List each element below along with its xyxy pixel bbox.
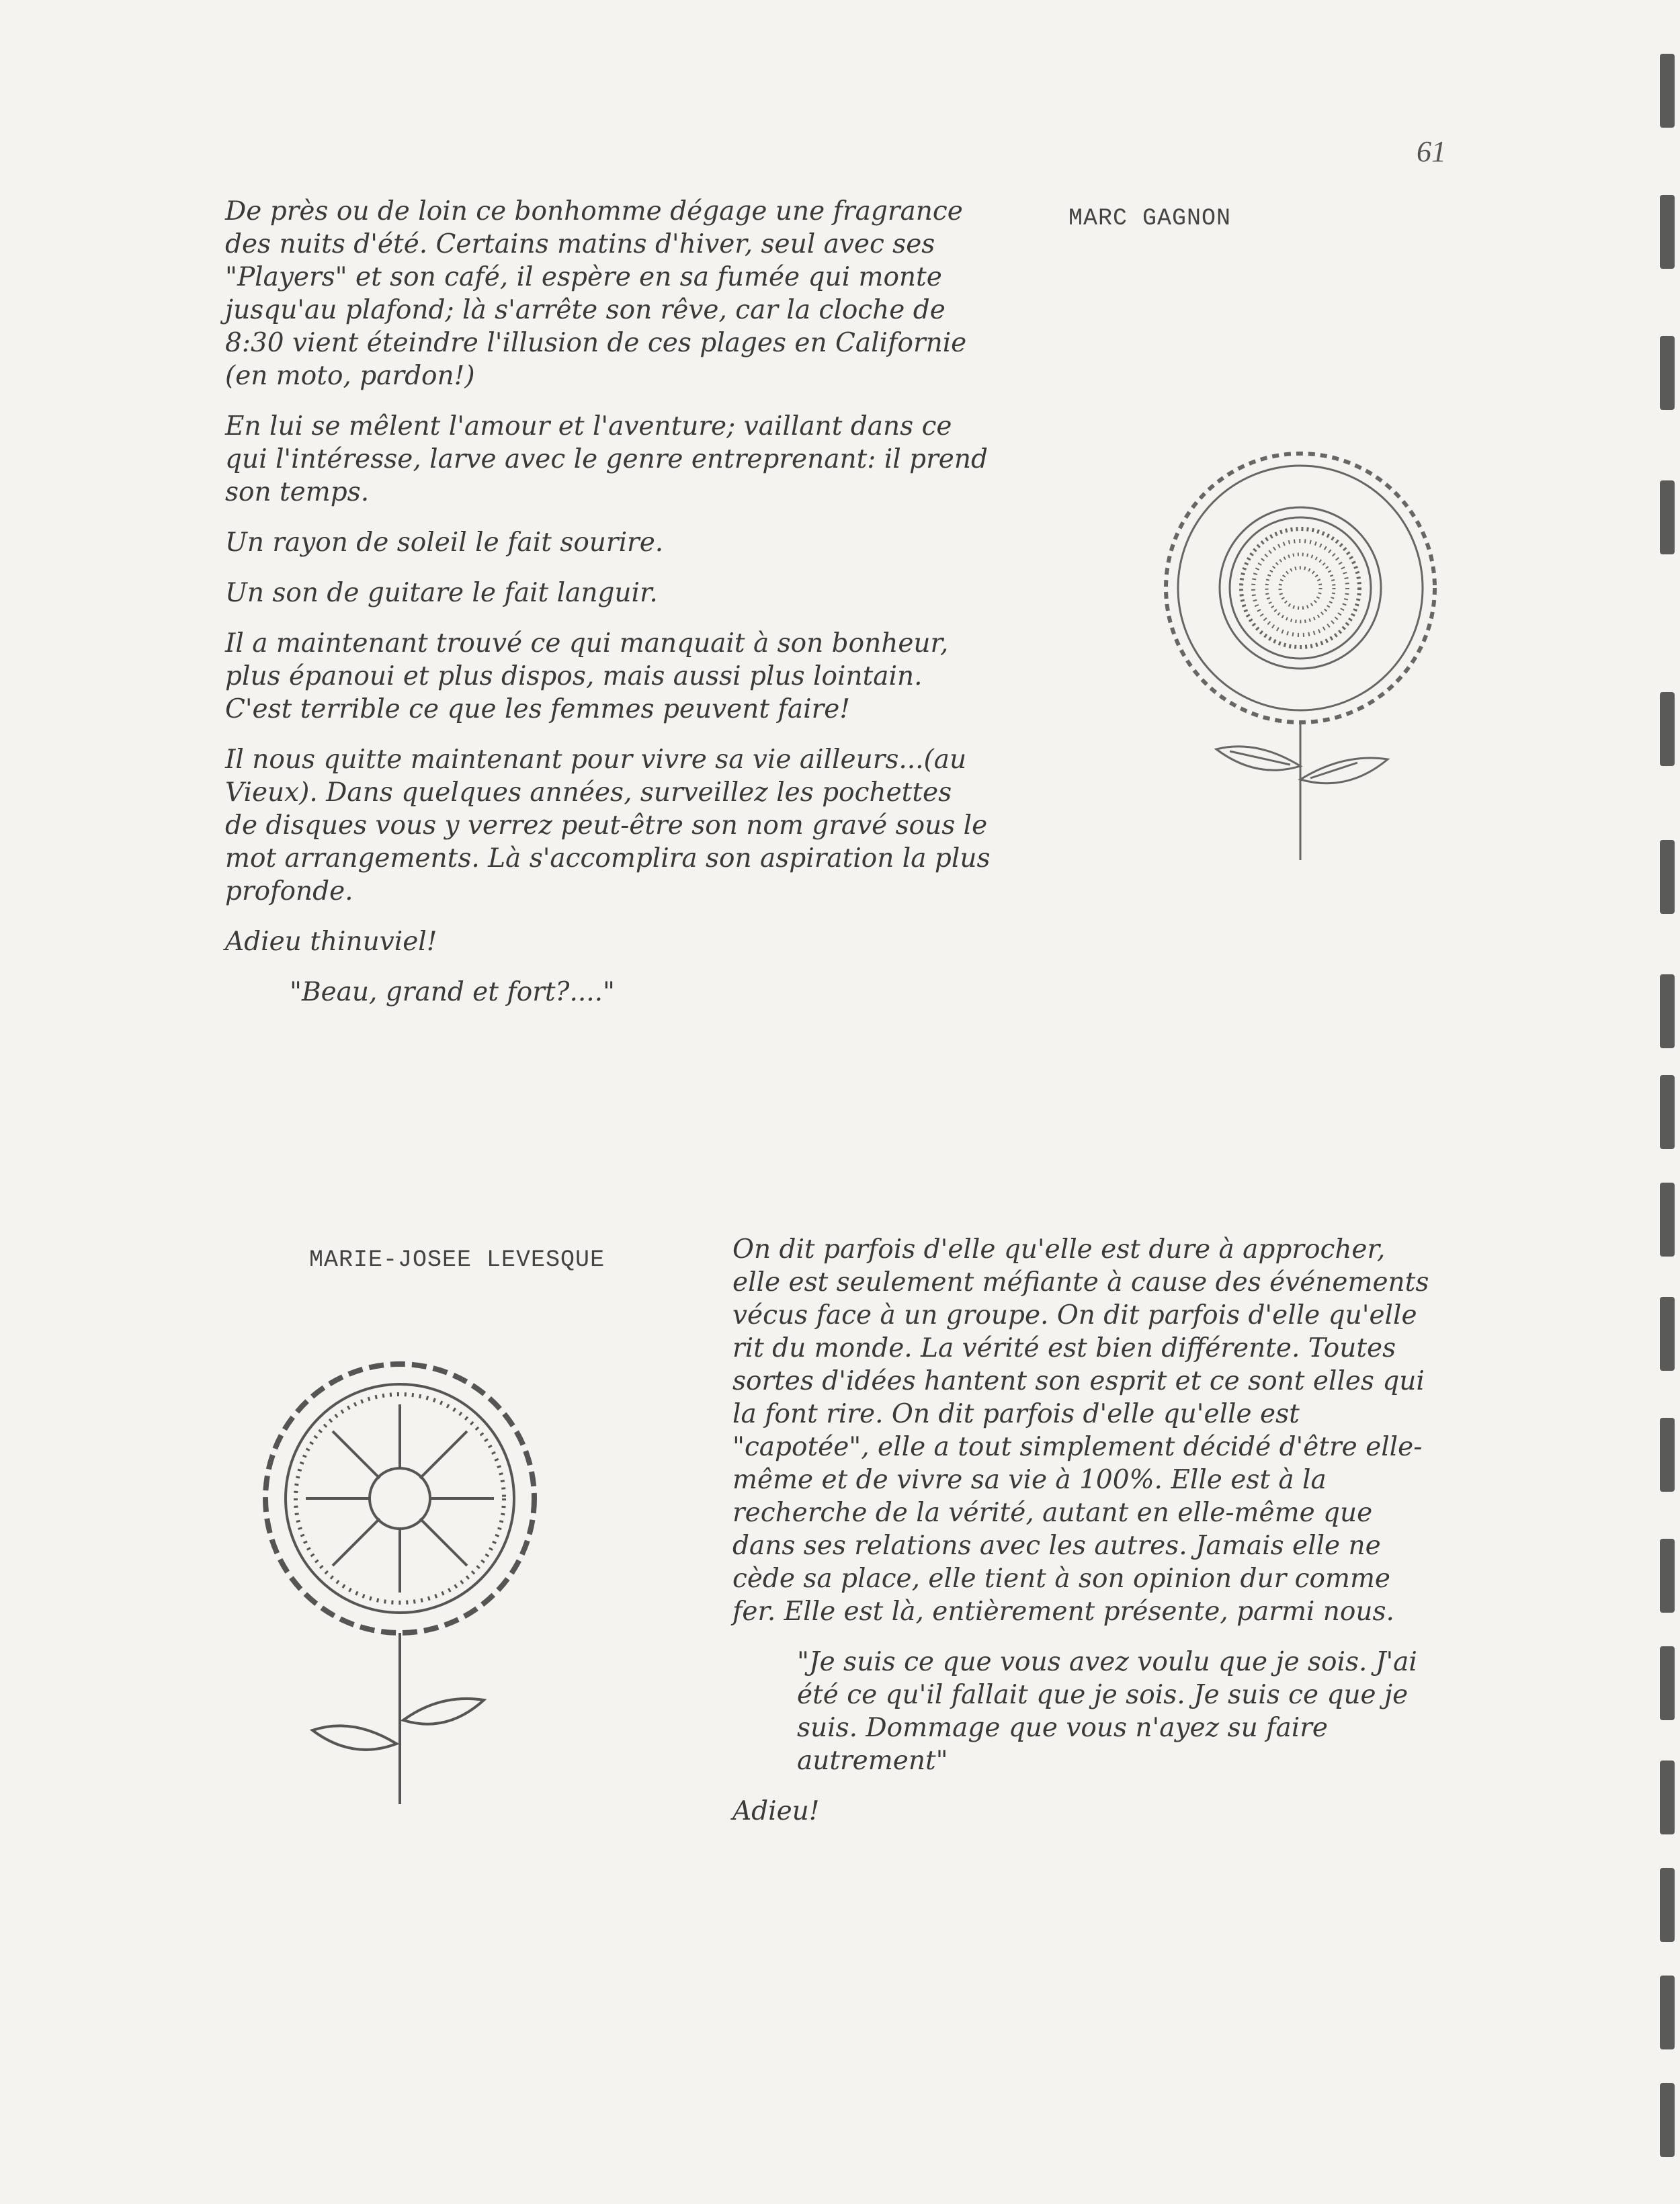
sunflower-drawing-spoked [259,1357,541,1814]
binding-hole [1660,1418,1675,1492]
binding-hole [1660,1646,1675,1720]
binding-hole [1660,336,1675,410]
section1-quote: "Beau, grand et fort?...." [290,977,615,1007]
section2-paragraph: On dit parfois d'elle qu'elle est dure à approcher, elle est seulement méfiante à cause des événements vécus face à un groupe. On dit parfois d'elle qu'elle rit du monde. La vérité est bien différente. Toutes sortes d'idées hantent son esprit et ce sont elles qui la font rire. On dit parfois d'elle qu'elle est "capotée", elle a tout simplement décidé d'être elle-même et de vivre sa vie à 100%. Elle est à la recherche de la vérité, autant en elle-même que dans ses relations avec les autres. Jamais elle ne cède sa place, elle tient à son opinion dur comme fer. Elle est là, entièrement présente, parmi nous. [732,1234,1429,1627]
section1-paragraph: Adieu thinuviel! [225,927,437,957]
binding-hole [1660,195,1675,269]
binding-hole [1660,1297,1675,1371]
binding-hole [1660,1761,1675,1834]
binding-hole [1660,1868,1675,1942]
section1-paragraph: De près ou de loin ce bonhomme dégage une fragrance des nuits d'été. Certains matins d'hiver, seul avec ses "Players" et son café, il espère en sa fumée qui monte jusqu'au plafond; là s'arrête son rêve, car la cloche de 8:30 vient éteindre l'illusion de ces plages en Californie (en moto, pardon!) [225,196,967,391]
section2-quote: "Je suis ce que vous avez voulu que je sois. J'ai été ce qu'il fallait que je sois. Je suis ce que je suis. Dommage que vous n'ayez su faire autrement" [797,1647,1417,1776]
author-name-marc: MARC GAGNON [1068,205,1232,232]
binding-hole [1660,1539,1675,1613]
section1-paragraph: Un son de guitare le fait languir. [225,578,658,608]
section2-closing: Adieu! [732,1796,820,1826]
author-name-marie-josee: MARIE-JOSEE LEVESQUE [309,1246,605,1273]
binding-hole [1660,480,1675,554]
sunflower-drawing-circle [1156,443,1452,874]
binding-hole [1660,1075,1675,1149]
binding-hole [1660,692,1675,766]
binding-hole [1660,2083,1675,2157]
section2-text [732,1233,1431,1845]
section1-paragraph: Il a maintenant trouvé ce qui manquait à son bonheur, plus épanoui et plus dispos, mais aussi plus lointain. C'est terrible ce que les femmes peuvent faire! [225,628,949,724]
binding-hole [1660,840,1675,914]
section1-paragraph: En lui se mêlent l'amour et l'aventure; vaillant dans ce qui l'intéresse, larve avec le genre entreprenant: il prend son temps. [225,411,988,507]
section1-paragraph: Il nous quitte maintenant pour vivre sa vie ailleurs...(au Vieux). Dans quelques années, surveillez les pochettes de disques vous y verrez peut-être son nom gravé sous le mot arrangements. Là s'accomplira son aspiration la plus profonde. [225,745,991,906]
page-number: 61 [1417,135,1446,168]
section1-text [225,195,991,1026]
binding-hole [1660,974,1675,1048]
binding-hole [1660,1976,1675,2049]
spiral-binding [1657,0,1680,2204]
section1-paragraph: Un rayon de soleil le fait sourire. [225,527,664,558]
binding-hole [1660,1183,1675,1257]
binding-hole [1660,54,1675,128]
